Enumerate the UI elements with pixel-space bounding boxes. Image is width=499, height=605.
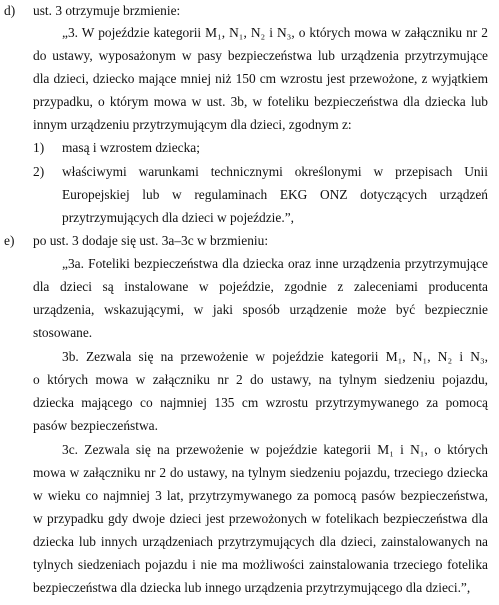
para-3-line: przypadku, o którym mowa w ust. 3b, w foteliku bezpieczeństwa dla dziecka lub xyxy=(33,94,488,109)
para-3-line: dla dzieci, dziecko mające mniej niż 150 cm wzrostu jest przewożone, z wyjątkiem xyxy=(33,71,488,86)
para-3c-line: tylnych siedzeniach pojazdu i nie ma możliwości zainstalowania trzeciego fotelika xyxy=(33,557,488,572)
subitem-text: przytrzymujących dla dzieci w pojeździe.”, xyxy=(62,210,294,225)
subitem-number: 2) xyxy=(33,164,45,179)
para-3c-line: w wieku co najmniej 3 lat, przytrzymywanego za pomocą pasów bezpieczeństwa, xyxy=(33,488,488,503)
para-3c-line: dziecka lub innych urządzeniach przytrzymujących dla dzieci, zainstalowanych na xyxy=(33,534,488,549)
para-3-line: do ustawy, wyposażonym w pasy bezpieczeństwa lub urządzenia przytrzymujące xyxy=(33,48,488,63)
para-3c-line: w przypadku gdy dwoje dzieci jest przewożonych w fotelikach bezpieczeństwa dla xyxy=(33,511,488,526)
subitem-text: masą i wzrostem dziecka; xyxy=(62,140,200,155)
para-3b-line: o których mowa w załączniku nr 2 do ustawy, na tylnym siedzeniu pojazdu, xyxy=(33,372,488,387)
para-3a-line: urządzenia, wskazującymi, w jaki sposób urządzenie może być bezpiecznie xyxy=(33,302,488,317)
item-marker-e: e) xyxy=(4,233,15,248)
item-d-intro: ust. 3 otrzymuje brzmienie: xyxy=(33,3,181,18)
item-e-intro: po ust. 3 dodaje się ust. 3a–3c w brzmieniu: xyxy=(33,233,269,248)
para-3c-line: 3c. Zezwala się na przewożenie w pojeździe kategorii M₁ i N₁, o których xyxy=(62,442,488,457)
item-marker-d: d) xyxy=(4,3,16,18)
para-3-line: innym urządzeniu przytrzymującym dla dzieci, zgodnym z: xyxy=(33,117,352,132)
para-3b-line: pasów bezpieczeństwa. xyxy=(33,418,158,433)
para-3a-line: dla dzieci są instalowane w pojeździe, zgodnie z zaleceniami producenta xyxy=(33,279,488,294)
para-3a-line: stosowane. xyxy=(33,325,93,340)
subitem-number: 1) xyxy=(33,140,45,155)
para-3b-line: dziecka mającego co najmniej 135 cm wzrostu przytrzymywanego za pomocą xyxy=(33,395,488,410)
para-3c-line: bezpieczeństwa dla dziecka lub innego urządzenia przytrzymującego dla dzieci.”, xyxy=(33,580,471,595)
para-3-line: „3. W pojeździe kategorii M₁, N₁, N₂ i N₃, o których mowa w załączniku nr 2 xyxy=(62,25,488,40)
para-3a-line: „3a. Foteliki bezpieczeństwa dla dziecka oraz inne urządzenia przytrzymujące xyxy=(62,256,488,271)
subitem-text: właściwymi warunkami technicznymi określonymi w przepisach Unii xyxy=(62,164,488,179)
subitem-text: Europejskiej lub w regulaminach EKG ONZ dotyczących urządzeń xyxy=(62,187,488,202)
para-3c-line: mowa w załączniku nr 2 do ustawy, na tylnym siedzeniu pojazdu, trzeciego dziecka xyxy=(33,465,488,480)
para-3b-line: 3b. Zezwala się na przewożenie w pojeździe kategorii M₁, N₁, N₂ i N₃, xyxy=(62,349,488,364)
